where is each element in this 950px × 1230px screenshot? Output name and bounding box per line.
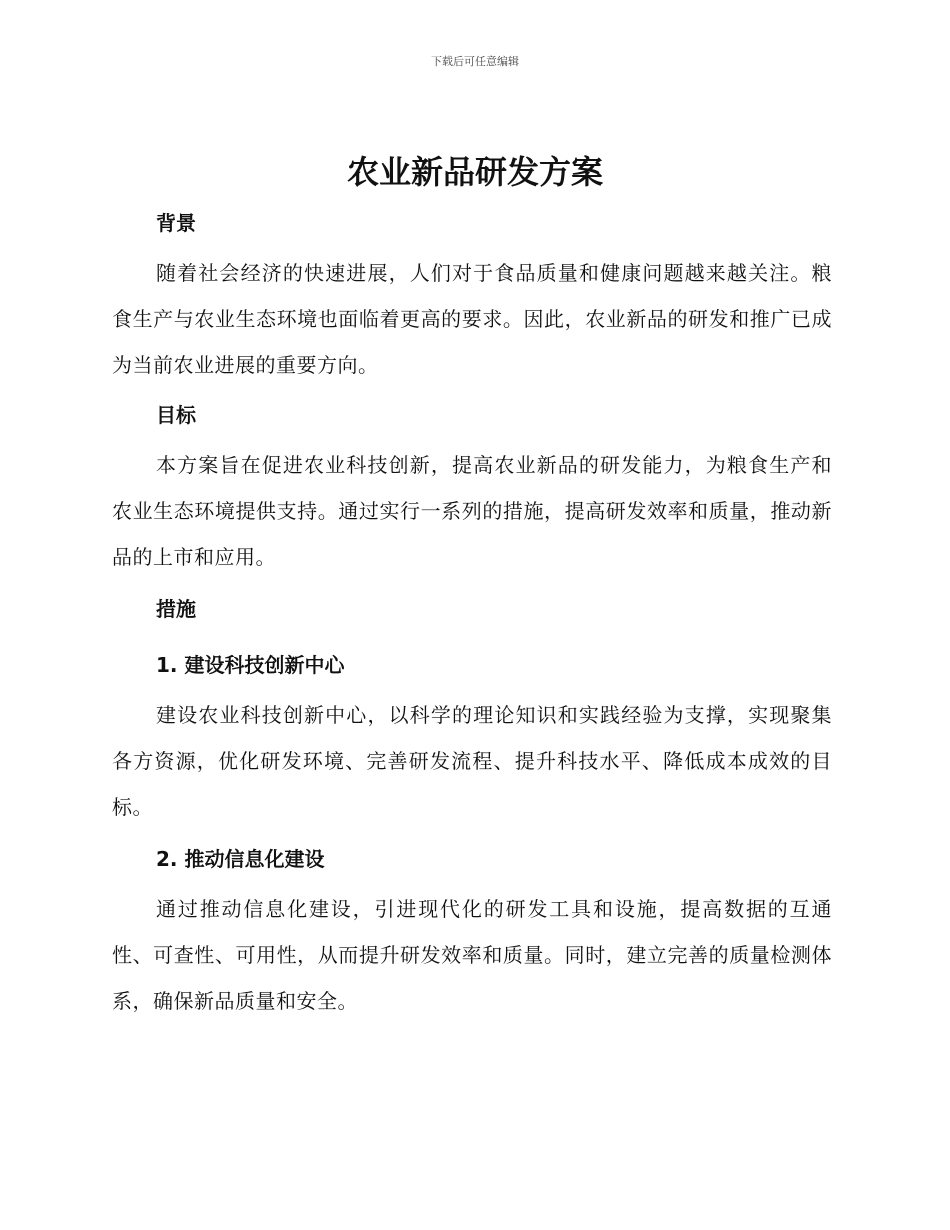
section-paragraph-background: 随着社会经济的快速进展，人们对于食品质量和健康问题越来越关注。粮食生产与农业生态环境也面临着更高的要求。因此，农业新品的研发和推广已成为当前农业进展的重要方向。 [112,261,832,377]
section-paragraph-goal: 本方案旨在促进农业科技创新，提高农业新品的研发能力，为粮食生产和农业生态环境提供支持。通过实行一系列的措施，提高研发效率和质量，推动新品的上市和应用。 [112,453,832,569]
document-body [112,205,832,1024]
measure-heading-1: 1. 建设科技创新中心 [156,653,345,677]
section-heading-measures: 措施 [156,597,196,621]
measure-heading-2: 2. 推动信息化建设 [156,847,325,871]
section-heading-background: 背景 [156,211,196,235]
measure-paragraph-2: 通过推动信息化建设，引进现代化的研发工具和设施，提高数据的互通性、可查性、可用性，从而提升研发效率和质量。同时，建立完善的质量检测体系，确保新品质量和安全。 [112,897,832,1013]
section-heading-goal: 目标 [156,403,196,427]
document-title: 农业新品研发方案 [346,153,603,191]
measure-paragraph-1: 建设农业科技创新中心，以科学的理论知识和实践经验为支撑，实现聚集各方资源，优化研发环境、完善研发流程、提升科技水平、降低成本成效的目标。 [112,703,832,819]
header-note: 下载后可任意编辑 [431,55,519,68]
